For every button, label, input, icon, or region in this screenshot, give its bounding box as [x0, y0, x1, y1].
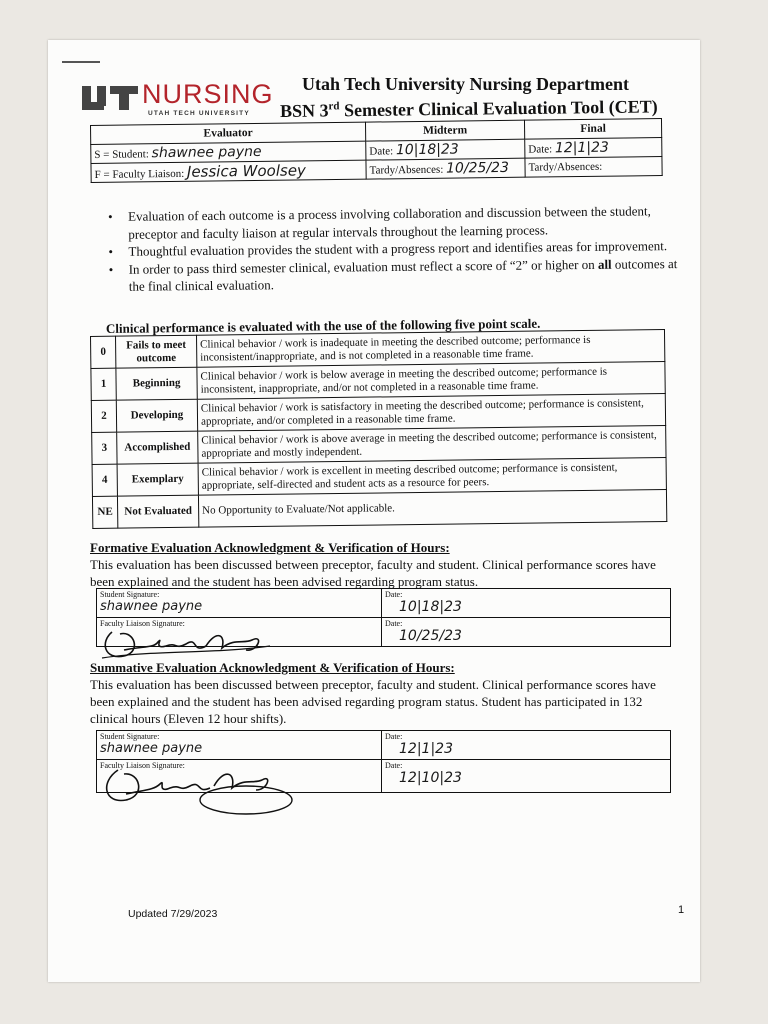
- formative-body: This evaluation has been discussed between preceptor, faculty and student. Clinical performance scores have been explained and the student has been advised regarding program status.: [90, 557, 656, 589]
- formative-faculty-signature-cell: Faculty Liaison Signature:: [97, 618, 382, 647]
- summative-body: This evaluation has been discussed between preceptor, faculty and student. Clinical performance scores have been explained and the student has been advised regarding program status. Student has participated in 132 clinical hours (Eleven 12 hour shifts).: [90, 677, 656, 726]
- scale-description: Clinical behavior / work is inadequate in meeting the described outcome; performance is inconsistent/inappropriate, and is not completed in a reasonable time frame.: [196, 329, 664, 367]
- scale-level: Fails to meet outcome: [116, 335, 197, 368]
- formative-title: Formative Evaluation Acknowledgment & Verification of Hours:: [90, 540, 450, 555]
- summative-faculty-date: 12|10|23: [399, 770, 462, 786]
- midterm-date-handwritten: 10|18|23: [395, 141, 459, 159]
- final-date-handwritten: 12|1|23: [554, 139, 609, 157]
- summative-faculty-signature-cell: Faculty Liaison Signature:: [97, 760, 382, 793]
- faculty-name-handwritten: Jessica Woolsey: [186, 161, 306, 181]
- midterm-header: Midterm: [365, 120, 524, 141]
- summative-faculty-signature: [96, 760, 306, 818]
- scale-description: Clinical behavior / work is satisfactory in meeting the described outcome; performance is consistent, appropriate, and/or completed in a reasonable time frame.: [197, 393, 665, 431]
- scale-score: 1: [91, 368, 116, 400]
- formative-faculty-date-cell: Date: 10/25/23: [382, 618, 671, 647]
- midterm-date-cell: Date: 10|18|23: [366, 139, 525, 160]
- formative-faculty-date: 10/25/23: [399, 628, 462, 644]
- final-date-cell: Date: 12|1|23: [525, 138, 662, 159]
- scale-description: Clinical behavior / work is above average in meeting the described outcome; performance is consistent, appropriate and mostly independent.: [198, 425, 666, 463]
- summative-title: Summative Evaluation Acknowledgment & Verification of Hours:: [90, 660, 455, 675]
- summative-student-signature-cell: Student Signature: shawnee payne: [97, 731, 382, 760]
- scale-score: 3: [92, 432, 117, 464]
- performance-scale-table: [90, 329, 667, 529]
- summative-student-date: 12|1|23: [399, 741, 453, 757]
- scale-level: Not Evaluated: [117, 495, 198, 528]
- bullet-item: • Thoughtful evaluation provides the student with a progress report and identifies areas for improvement.: [108, 237, 683, 261]
- page-title: Utah Tech University Nursing Department: [302, 74, 629, 94]
- midterm-tardy-cell: Tardy/Absences: 10/25/23: [366, 158, 525, 179]
- scale-row: [92, 489, 666, 528]
- scale-level: Beginning: [116, 367, 197, 400]
- formative-student-date: 10|18|23: [399, 599, 462, 615]
- page-number: 1: [678, 904, 685, 916]
- scale-score: 0: [91, 336, 116, 368]
- formative-student-signature-cell: Student Signature: shawnee payne: [97, 589, 382, 618]
- scale-description: Clinical behavior / work is excellent in meeting described outcome; performance is consistent, appropriate, self-directed and student acts as a resource for peers.: [198, 457, 666, 495]
- bullet-item: • In order to pass third semester clinical, evaluation must reflect a score of “2” or higher on all outcomes at the final clinical evaluation.: [109, 254, 684, 295]
- scale-description: Clinical behavior / work is below average in meeting the described outcome; performance is inconsistent, inappropriate, and/or not completed in a reasonable time frame.: [197, 361, 665, 399]
- scale-score: 4: [92, 464, 117, 496]
- final-tardy-cell: Tardy/Absences:: [525, 157, 662, 178]
- pen-mark: [62, 61, 100, 63]
- scale-level: Developing: [116, 399, 197, 432]
- page-subtitle: BSN 3rd Semester Clinical Evaluation Tool (CET): [279, 96, 658, 121]
- ut-logo-icon: [80, 80, 140, 116]
- final-header: Final: [524, 119, 661, 140]
- instruction-bullets: [108, 202, 684, 296]
- logo-wordmark: NURSING: [142, 79, 274, 109]
- student-cell: S = Student: shawnee payne: [91, 141, 366, 163]
- scale-level: Accomplished: [117, 431, 198, 464]
- scale-score: 2: [91, 400, 116, 432]
- bullet-item: • Evaluation of each outcome is a process involving collaboration and discussion between the student, preceptor and faculty liaison at regular intervals throughout the learning process.: [108, 202, 683, 243]
- scale-title: Clinical performance is evaluated with the use of the following five point scale.: [105, 315, 541, 336]
- formative-student-date-cell: Date: 10|18|23: [382, 589, 671, 618]
- formative-student-signature: shawnee payne: [100, 599, 203, 614]
- scale-level: Exemplary: [117, 463, 198, 496]
- summative-student-date-cell: Date: 12|1|23: [382, 731, 671, 760]
- logo-subtitle: UTAH TECH UNIVERSITY: [148, 110, 250, 117]
- evaluator-header: Evaluator: [91, 122, 366, 144]
- summative-faculty-date-cell: Date: 12|10|23: [382, 760, 671, 793]
- scale-description: No Opportunity to Evaluate/Not applicable.: [198, 489, 666, 527]
- summative-student-signature: shawnee payne: [100, 741, 203, 756]
- midterm-tardy-handwritten: 10/25/23: [445, 159, 510, 177]
- student-name-handwritten: shawnee payne: [151, 143, 262, 162]
- updated-date: Updated 7/29/2023: [128, 908, 218, 920]
- evaluator-table: [90, 118, 663, 183]
- formative-faculty-signature: [94, 620, 274, 664]
- scale-score: NE: [92, 496, 117, 528]
- faculty-cell: F = Faculty Liaison: Jessica Woolsey: [91, 160, 366, 182]
